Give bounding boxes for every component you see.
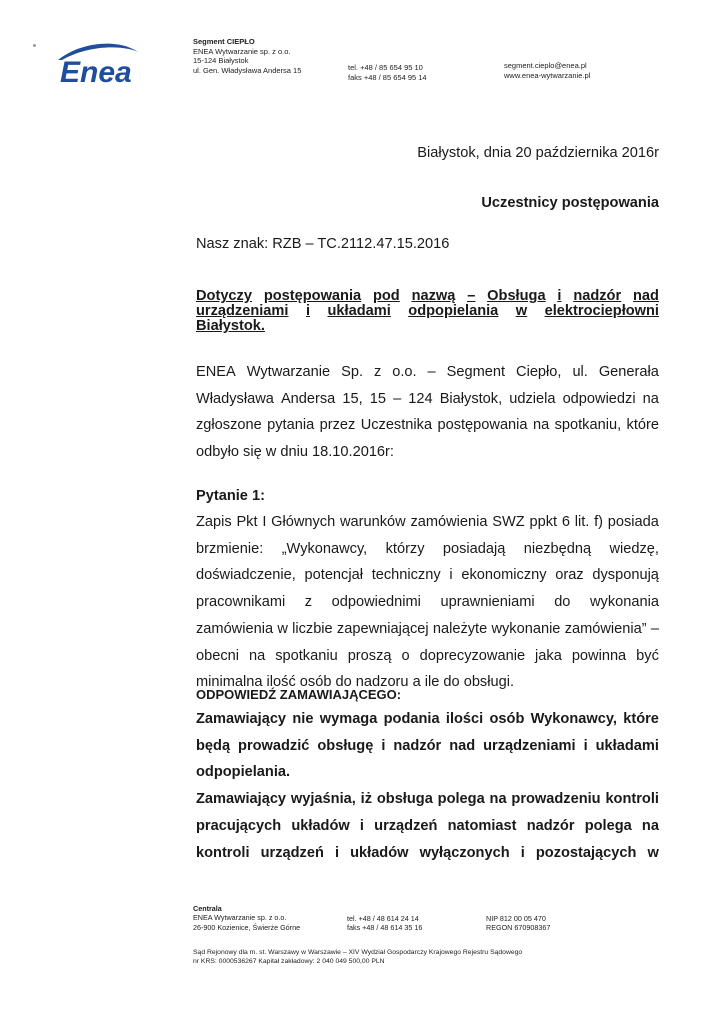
word: –	[427, 364, 436, 380]
word: polega	[584, 817, 632, 834]
paragraph-line	[196, 562, 659, 589]
word: i	[381, 737, 386, 754]
word: Władysława	[196, 390, 274, 407]
word: i	[334, 844, 340, 861]
paragraph-line	[196, 509, 659, 536]
word: Głównych	[271, 514, 336, 530]
word: 15,	[342, 390, 363, 407]
word: odpopielania	[408, 303, 499, 320]
word: –	[393, 390, 402, 407]
footer-centrala-line: 26-900 Kozienice, Świerże Górne	[193, 922, 301, 932]
word: elektrociepłowni	[544, 303, 659, 320]
word: nadzór	[393, 737, 442, 754]
paragraph-line	[196, 706, 659, 733]
paragraph-line	[196, 840, 659, 867]
word: Wytwarzanie	[246, 364, 331, 380]
word: na	[249, 647, 266, 664]
word: pytania	[267, 417, 315, 434]
word: nadzór	[573, 288, 622, 304]
word: liczbie	[292, 620, 333, 637]
word: i	[305, 303, 311, 320]
word: Wykonawcy,	[530, 711, 617, 727]
word: spotkaniu	[275, 647, 338, 664]
word: pod	[372, 288, 400, 304]
word: w	[277, 620, 288, 637]
word: doprecyzowanie	[419, 647, 526, 664]
header-company-address	[193, 37, 301, 75]
question-title: Pytanie 1:	[196, 488, 265, 504]
word: Obsługa	[487, 288, 546, 304]
word: Zamawiający	[196, 711, 287, 727]
word: natomiast	[447, 817, 517, 834]
word: urządzeń	[374, 817, 438, 834]
header-company-line: ul. Gen. Władysława Andersa 15	[193, 65, 302, 75]
letter-date: Białystok, dnia 20 października 2016r	[417, 145, 659, 161]
word: nie	[292, 711, 314, 727]
word: z	[373, 364, 382, 380]
paragraph-line	[196, 412, 659, 439]
word: zapewniającej	[336, 620, 429, 637]
footer-regon: REGON 670908367	[486, 923, 551, 933]
header-company-line: Segment CIEPŁO	[193, 37, 255, 46]
paragraph-line: odbyło się w dniu 18.10.2016r:	[196, 444, 394, 461]
footer-legal-line: Sąd Rejonowy dla m. st. Warszawy w Warszawie – XIV Wydział Gospodarczy Krajowego Rejestru Sądowego	[193, 949, 523, 956]
word: „Wykonawcy,	[281, 540, 368, 557]
word: i	[583, 737, 588, 754]
word: prowadzeniu	[511, 791, 601, 808]
word: układów	[291, 817, 350, 834]
corner-dot	[33, 44, 36, 47]
word: na	[532, 417, 550, 434]
word: ENEA	[196, 364, 236, 380]
word: odpowiednimi	[331, 594, 421, 611]
word: obsługa	[376, 791, 433, 808]
footer-legal-line: nr KRS: 0000536267 Kapitał zakładowy: 2 040 049 500,00 PLN	[193, 957, 385, 965]
footer-centrala	[193, 904, 300, 932]
header-website: www.enea-wytwarzanie.pl	[504, 70, 591, 80]
word: którzy	[385, 540, 425, 557]
word: być	[636, 647, 659, 664]
word: iż	[360, 791, 373, 808]
header-company-line: ENEA Wytwarzanie sp. z o.o.	[193, 46, 291, 56]
word: jaka	[535, 647, 562, 664]
word: wyłączonych	[419, 844, 510, 861]
word: i	[359, 817, 364, 834]
logo-text: Enea	[60, 56, 132, 88]
word: obecni	[196, 647, 240, 664]
word: o	[401, 647, 410, 664]
word: zamówienia	[196, 620, 274, 637]
word: f)	[594, 514, 604, 530]
word: oraz	[555, 567, 584, 584]
paragraph-line	[196, 733, 659, 760]
word: wykonanie	[491, 620, 561, 637]
header-email: segment.cieplo@enea.pl	[504, 61, 587, 70]
word: SWZ	[492, 514, 525, 530]
footer-nip: NIP 812 00 05 470	[486, 914, 546, 923]
word: odpowiedzi	[562, 390, 636, 407]
word: nad	[633, 288, 659, 304]
word: ilości	[445, 711, 484, 727]
paragraph-line	[196, 813, 659, 840]
word: posiada	[607, 514, 659, 530]
word: będą	[196, 737, 231, 754]
word: zamówienia”	[564, 620, 647, 637]
word: obsługę	[317, 737, 374, 754]
letter-reference: Nasz znak: RZB – TC.2112.47.15.2016	[196, 236, 450, 252]
word: wymaga	[319, 711, 378, 727]
word: warunków	[339, 514, 406, 530]
footer-centrala-line: ENEA Wytwarzanie sp. z o.o.	[193, 913, 287, 923]
paragraph-line	[196, 786, 659, 813]
word: na	[489, 791, 507, 808]
word: Pkt	[236, 514, 258, 530]
word: nadzór	[526, 817, 575, 834]
header-phone: tel. +48 / 85 654 95 10	[348, 63, 423, 72]
word: Segment	[446, 364, 506, 380]
footer-fax: faks +48 / 48 614 35 16	[347, 923, 423, 933]
word: urządzeń	[260, 844, 324, 861]
word: spotkaniu,	[554, 417, 622, 434]
paragraph-line	[196, 536, 659, 563]
word: ppkt	[529, 514, 558, 530]
subject-line	[196, 289, 659, 304]
word: postępowania	[437, 417, 528, 434]
word: do	[554, 594, 571, 611]
word: –	[467, 288, 476, 304]
subject-line: Białystok.	[196, 318, 265, 335]
word: Uczestnika	[360, 417, 433, 434]
word: należyte	[432, 620, 488, 637]
letter-recipient: Uczestnicy postępowania	[481, 195, 659, 211]
word: podania	[383, 711, 440, 727]
word: brzmienie:	[196, 540, 264, 557]
word: posiadają	[442, 540, 506, 557]
word: układami	[327, 303, 391, 320]
word: Sp.	[341, 364, 363, 380]
word: udziela	[509, 390, 556, 407]
word: lit.	[574, 514, 590, 530]
word: powinna	[571, 647, 627, 664]
header-contact	[504, 61, 590, 80]
word: Generała	[598, 364, 659, 380]
word: techniczny	[371, 567, 441, 584]
word: –	[650, 620, 659, 637]
word: 6	[561, 514, 570, 530]
word: o.o.	[392, 364, 417, 380]
word: Zamawiający	[196, 791, 287, 808]
word: urządzeniami	[196, 303, 289, 320]
paragraph-line: minimalna ilość osób do nadzoru a ile do obsługi.	[196, 674, 515, 691]
word: zamówienia	[410, 514, 488, 530]
answer-paragraph	[196, 706, 659, 866]
header-phones	[348, 63, 427, 82]
word: potencjał	[304, 567, 363, 584]
word: urządzeniami	[483, 737, 576, 754]
word: nazwą	[411, 288, 456, 304]
word: kontroli	[196, 844, 250, 861]
enea-logo	[40, 40, 160, 88]
subject-line	[196, 304, 659, 319]
word: nad	[449, 737, 476, 754]
word: na	[641, 817, 659, 834]
word: 124	[408, 390, 433, 407]
word: ekonomiczny	[461, 567, 547, 584]
footer-phones	[347, 914, 422, 933]
paragraph-line: odpopielania.	[196, 764, 291, 781]
word: Zapis	[196, 514, 232, 530]
word: pracujących	[196, 817, 282, 834]
footer-phone: tel. +48 / 48 614 24 14	[347, 914, 419, 923]
paragraph-line	[196, 359, 659, 386]
paragraph-line	[196, 589, 659, 616]
letter-subject	[196, 289, 659, 335]
word: Dotyczy	[196, 288, 252, 304]
paragraph-line	[196, 643, 659, 670]
word: Białystok,	[439, 390, 503, 407]
word: w	[515, 303, 528, 320]
word: kontroli	[605, 791, 659, 808]
word: i	[449, 567, 453, 584]
word: osób	[489, 711, 525, 727]
header-company-line: 15-124 Białystok	[193, 56, 249, 66]
answer-title: ODPOWIEDŹ ZAMAWIAJĄCEGO:	[196, 687, 402, 702]
word: Andersa	[280, 390, 336, 407]
word: pozostających	[535, 844, 637, 861]
word: 15	[369, 390, 386, 407]
intro-paragraph	[196, 359, 659, 466]
word: postępowania	[263, 288, 362, 304]
word: Ciepło,	[516, 364, 562, 380]
word: wyjaśnia,	[290, 791, 356, 808]
word: pracownikami	[196, 594, 286, 611]
word: i	[557, 288, 562, 304]
word: zgłoszone	[196, 417, 262, 434]
word: prowadzić	[238, 737, 310, 754]
footer-registration	[486, 914, 550, 933]
word: na	[642, 390, 659, 407]
word: proszą	[347, 647, 392, 664]
word: doświadczenie,	[196, 567, 296, 584]
footer-legal	[193, 949, 522, 967]
word: przez	[319, 417, 356, 434]
paragraph-line	[196, 386, 659, 413]
word: I	[262, 514, 267, 530]
word: które	[623, 711, 659, 727]
word: uprawnieniami	[440, 594, 535, 611]
paragraph-line	[196, 616, 659, 643]
word: układami	[595, 737, 659, 754]
word: ul.	[572, 364, 588, 380]
footer-centrala-line: Centrala	[193, 904, 222, 913]
word: wiedzę,	[609, 540, 659, 557]
word: które	[626, 417, 659, 434]
word: polega	[437, 791, 485, 808]
word: wykonania	[590, 594, 659, 611]
word: w	[647, 844, 659, 861]
word: układów	[350, 844, 409, 861]
header-fax: faks +48 / 85 654 95 14	[348, 72, 427, 82]
word: niezbędną	[523, 540, 592, 557]
question-paragraph	[196, 509, 659, 696]
word: dysponują	[592, 567, 659, 584]
word: z	[304, 594, 313, 611]
word: i	[520, 844, 525, 861]
